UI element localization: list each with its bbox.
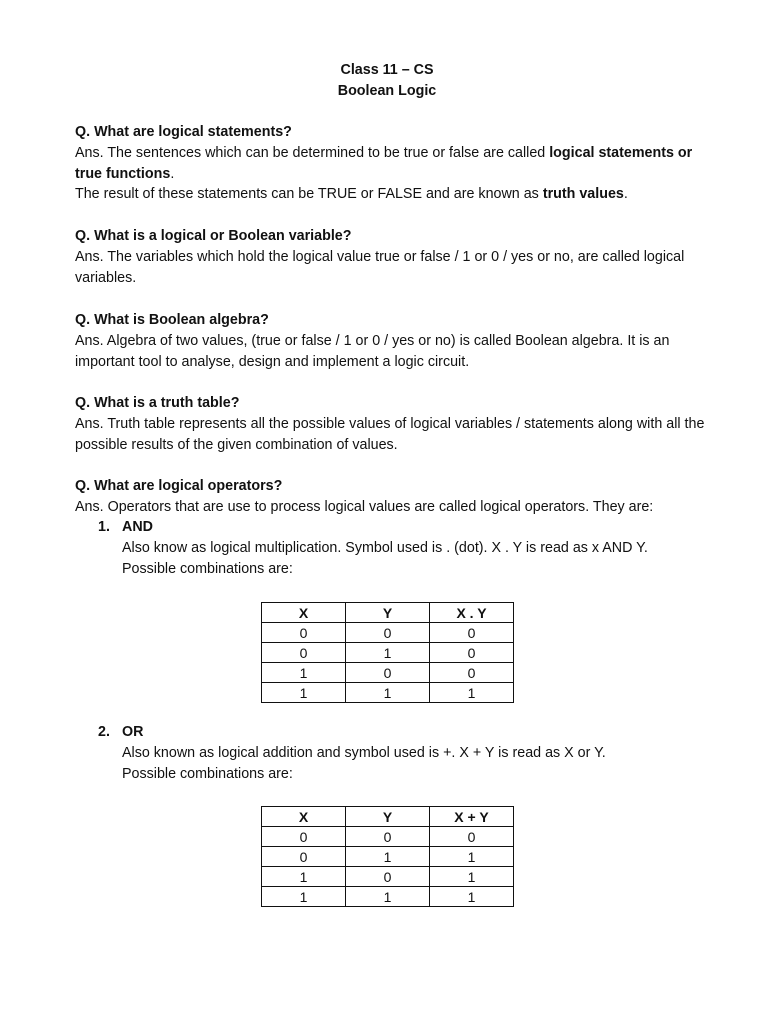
operator-or-heading <box>98 722 698 743</box>
document-class-title: Class 11 – CS <box>340 62 434 78</box>
table-cell: 0 <box>346 663 430 683</box>
list-number: 1. <box>98 519 110 535</box>
qa-truth-table <box>75 393 705 455</box>
table-cell: 0 <box>262 827 346 847</box>
table-row <box>262 663 514 683</box>
table-row <box>262 623 514 643</box>
operator-or-combinations-label: Possible combinations are: <box>122 766 293 782</box>
operator-name: AND <box>122 519 153 535</box>
operator-and-combinations-label: Possible combinations are: <box>122 561 293 577</box>
table-cell: 0 <box>430 643 514 663</box>
table-cell: 1 <box>430 887 514 907</box>
table-cell: 0 <box>430 663 514 683</box>
qa-boolean-algebra <box>75 310 705 372</box>
answer-text: Ans. Truth table represents all the possible values of logical variables / statements along with all the possible results of the given combination of values. <box>75 415 705 453</box>
list-number: 2. <box>98 724 110 740</box>
table-cell: 0 <box>430 623 514 643</box>
table-cell: 1 <box>346 887 430 907</box>
table-header-cell: X <box>262 807 346 827</box>
question-text: Q. What are logical statements? <box>75 124 292 140</box>
operator-name: OR <box>122 724 144 740</box>
operator-and-description: Also know as logical multiplication. Symbol used is . (dot). X . Y is read as x AND Y. <box>122 540 648 556</box>
table-cell: 1 <box>346 847 430 867</box>
and-truth-table <box>261 602 514 703</box>
table-header-cell: Y <box>346 807 430 827</box>
qa-boolean-variable <box>75 226 705 288</box>
or-truth-table <box>261 806 514 907</box>
table-row <box>262 683 514 703</box>
table-header-cell: X . Y <box>430 603 514 623</box>
table-cell: 0 <box>262 623 346 643</box>
answer-extra-text: The result of these statements can be TRUE or FALSE and are known as truth values. <box>75 186 628 203</box>
qa-logical-operators <box>75 476 705 518</box>
operator-and-heading <box>98 517 698 538</box>
table-header-cell: Y <box>346 603 430 623</box>
table-cell: 0 <box>430 827 514 847</box>
question-text: Q. What is a logical or Boolean variable? <box>75 228 352 244</box>
table-row <box>262 867 514 887</box>
table-cell: 1 <box>430 847 514 867</box>
table-row <box>262 643 514 663</box>
table-cell: 1 <box>262 683 346 703</box>
operator-or-description: Also known as logical addition and symbol used is +. X + Y is read as X or Y. <box>122 745 606 761</box>
answer-text: Ans. Algebra of two values, (true or false / 1 or 0 / yes or no) is called Boolean algebra. It is an important tool to analyse, design and implement a logic circuit. <box>75 332 670 370</box>
table-cell: 1 <box>430 683 514 703</box>
table-header-cell: X + Y <box>430 807 514 827</box>
document-topic-title: Boolean Logic <box>337 83 437 99</box>
table-row <box>262 847 514 867</box>
question-text: Q. What is Boolean algebra? <box>75 312 269 328</box>
answer-text: Ans. Operators that are use to process logical values are called logical operators. They are: <box>75 498 654 515</box>
table-cell: 1 <box>346 683 430 703</box>
question-text: Q. What are logical operators? <box>75 478 283 494</box>
table-cell: 1 <box>346 643 430 663</box>
table-cell: 1 <box>262 887 346 907</box>
answer-text: Ans. The sentences which can be determined to be true or false are called logical statements or true functions. <box>75 144 693 182</box>
table-header-cell: X <box>262 603 346 623</box>
table-cell: 1 <box>262 867 346 887</box>
table-cell: 0 <box>346 623 430 643</box>
answer-text: Ans. The variables which hold the logical value true or false / 1 or 0 / yes or no, are called logical variables. <box>75 248 685 286</box>
table-header-row <box>262 603 514 623</box>
qa-logical-statements <box>75 122 705 205</box>
table-row <box>262 887 514 907</box>
table-cell: 0 <box>346 867 430 887</box>
table-cell: 1 <box>430 867 514 887</box>
question-text: Q. What is a truth table? <box>75 395 240 411</box>
table-row <box>262 827 514 847</box>
table-header-row <box>262 807 514 827</box>
table-cell: 0 <box>346 827 430 847</box>
table-cell: 1 <box>262 663 346 683</box>
table-cell: 0 <box>262 847 346 867</box>
table-cell: 0 <box>262 643 346 663</box>
